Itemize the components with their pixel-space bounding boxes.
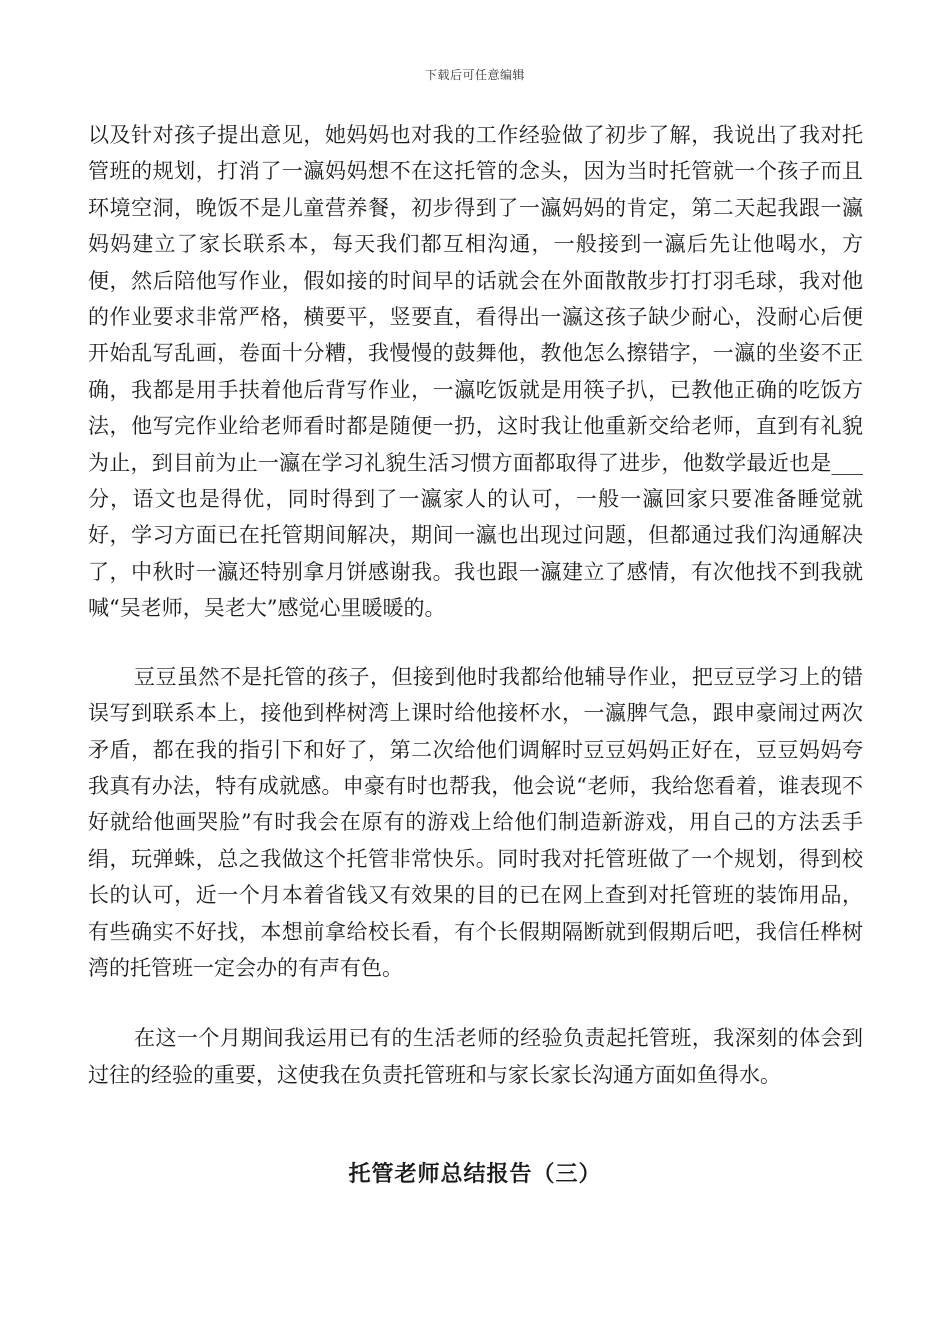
paragraph-2: 豆豆虽然不是托管的孩子，但接到他时我都给他辅导作业，把豆豆学习上的错误写到联系本上，接他到桦树湾上课时给他接杯水，一瀛脾气急，跟申豪闹过两次矛盾，都在我的指引下和好了，第二次给他们调解时豆豆妈妈正好在，豆豆妈妈夸我真有办法，特有成就感。申豪有时也帮我，他会说“老师，我给您看着，谁表现不好就给他画哭脸”有时我会在原有的游戏上给他们制造新游戏，用自己的方法丢手绢，玩弹蛛，总之我做这个托管非常快乐。同时我对托管班做了一个规划，得到校长的认可，近一个月本着省钱又有效果的目的已在网上查到对托管班的装饰用品，有些确实不好找，本想前拿给校长看，有个长假期隔断就到假期后吧，我信任桦树湾的托管班一定会办的有声有色。 bbox=[88, 664, 863, 980]
header-note: 下载后可任意编辑 bbox=[424, 68, 525, 82]
paragraph-1: 以及针对孩子提出意见，她妈妈也对我的工作经验做了初步了解，我说出了我对托管班的规划，打消了一瀛妈妈想不在这托管的念头，因为当时托管就一个孩子而且环境空洞，晚饭不是儿童营养餐，初步得到了一瀛妈妈的肯定，第二天起我跟一瀛妈妈建立了家长联系本，每天我们都互相沟通，一般接到一瀛后先让他喝水，方便，然后陪他写作业，假如接的时间早的话就会在外面散散步打打羽毛球，我对他的作业要求非常严格，横要平，竖要直，看得出一瀛这孩子缺少耐心，没耐心后便开始乱写乱画，卷面十分糟，我慢慢的鼓舞他，教他怎么擦错字，一瀛的坐姿不正确，我都是用手扶着他后背写作业，一瀛吃饭就是用筷子扒，已教他正确的吃饭方法，他写完作业给老师看时都是随便一扔，这时我让他重新交给老师，直到有礼貌为止，到目前为止一瀛在学习礼貌生活习惯方面都取得了进步，他数学最近也是___分，语文也是得优，同时得到了一瀛家人的认可，一般一瀛回家只要准备睡觉就好，学习方面已在托管期间解决，期间一瀛也出现过问题，但都通过我们沟通解决了，中秋时一瀛还特别拿月饼感谢我。我也跟一瀛建立了感情，有次他找不到我就喊“吴老师，吴老大”感觉心里暖暖的。 bbox=[88, 123, 863, 621]
body-text bbox=[88, 117, 863, 1093]
section-title: 托管老师总结报告（三） bbox=[348, 1161, 602, 1187]
paragraph-3: 在这一个月期间我运用已有的生活老师的经验负责起托管班，我深刻的体会到过往的经验的重要，这使我在负责托管班和与家长家长沟通方面如鱼得水。 bbox=[88, 1026, 863, 1087]
